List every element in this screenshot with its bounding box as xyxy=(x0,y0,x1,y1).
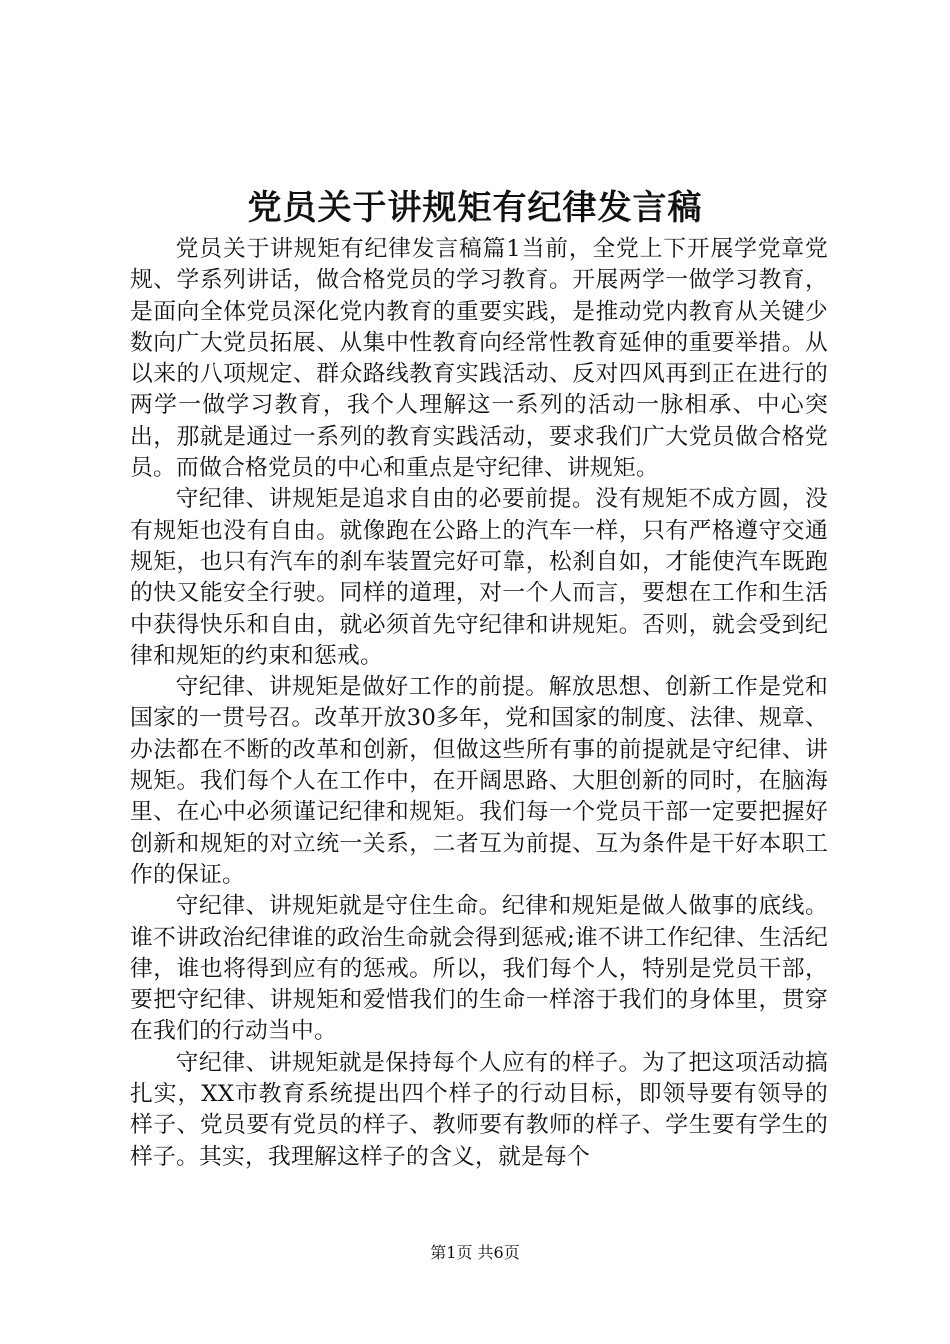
document-title: 党员关于讲规矩有纪律发言稿 xyxy=(247,188,703,228)
paragraph-5: 守纪律、讲规矩就是保持每个人应有的样子。为了把这项活动搞扎实，XX市教育系统提出四个样子的行动目标，即领导要有领导的样子、党员要有党员的样子、教师要有教师的样子、学生要有学生的样子。其实，我理解这样子的含义，就是每个 xyxy=(130,1049,828,1170)
paragraph-1: 党员关于讲规矩有纪律发言稿篇1当前，全党上下开展学党章党规、学系列讲话，做合格党员的学习教育。开展两学一做学习教育，是面向全体党员深化党内教育的重要实践，是推动党内教育从关键少数向广大党员拓展、从集中性教育向经常性教育延伸的重要举措。从以来的八项规定、群众路线教育实践活动、反对四风再到正在进行的两学一做学习教育，我个人理解这一系列的活动一脉相承、中心突出，那就是通过一系列的教育实践活动，要求我们广大党员做合格党员。而做合格党员的中心和重点是守纪律、讲规矩。 xyxy=(130,236,828,482)
paragraph-4: 守纪律、讲规矩就是守住生命。纪律和规矩是做人做事的底线。谁不讲政治纪律谁的政治生命就会得到惩戒;谁不讲工作纪律、生活纪律，谁也将得到应有的惩戒。所以，我们每个人，特别是党员干部，要把守纪律、讲规矩和爱惜我们的生命一样溶于我们的身体里，贯穿在我们的行动当中。 xyxy=(130,893,828,1045)
document-body xyxy=(130,234,828,1173)
paragraph-2: 守纪律、讲规矩是追求自由的必要前提。没有规矩不成方圆，没有规矩也没有自由。就像跑在公路上的汽车一样，只有严格遵守交通规矩，也只有汽车的刹车装置完好可靠，松刹自如，才能使汽车既跑的快又能安全行驶。同样的道理，对一个人而言，要想在工作和生活中获得快乐和自由，就必须首先守纪律和讲规矩。否则，就会受到纪律和规矩的约束和惩戒。 xyxy=(130,486,828,669)
page-footer: 第1页 共6页 xyxy=(430,1243,520,1262)
paragraph-3: 守纪律、讲规矩是做好工作的前提。解放思想、创新工作是党和国家的一贯号召。改革开放30多年，党和国家的制度、法律、规章、办法都在不断的改革和创新，但做这些所有事的前提就是守纪律、讲规矩。我们每个人在工作中，在开阔思路、大胆创新的同时，在脑海里、在心中必须谨记纪律和规矩。我们每一个党员干部一定要把握好创新和规矩的对立统一关系，二者互为前提、互为条件是干好本职工作的保证。 xyxy=(130,674,828,888)
